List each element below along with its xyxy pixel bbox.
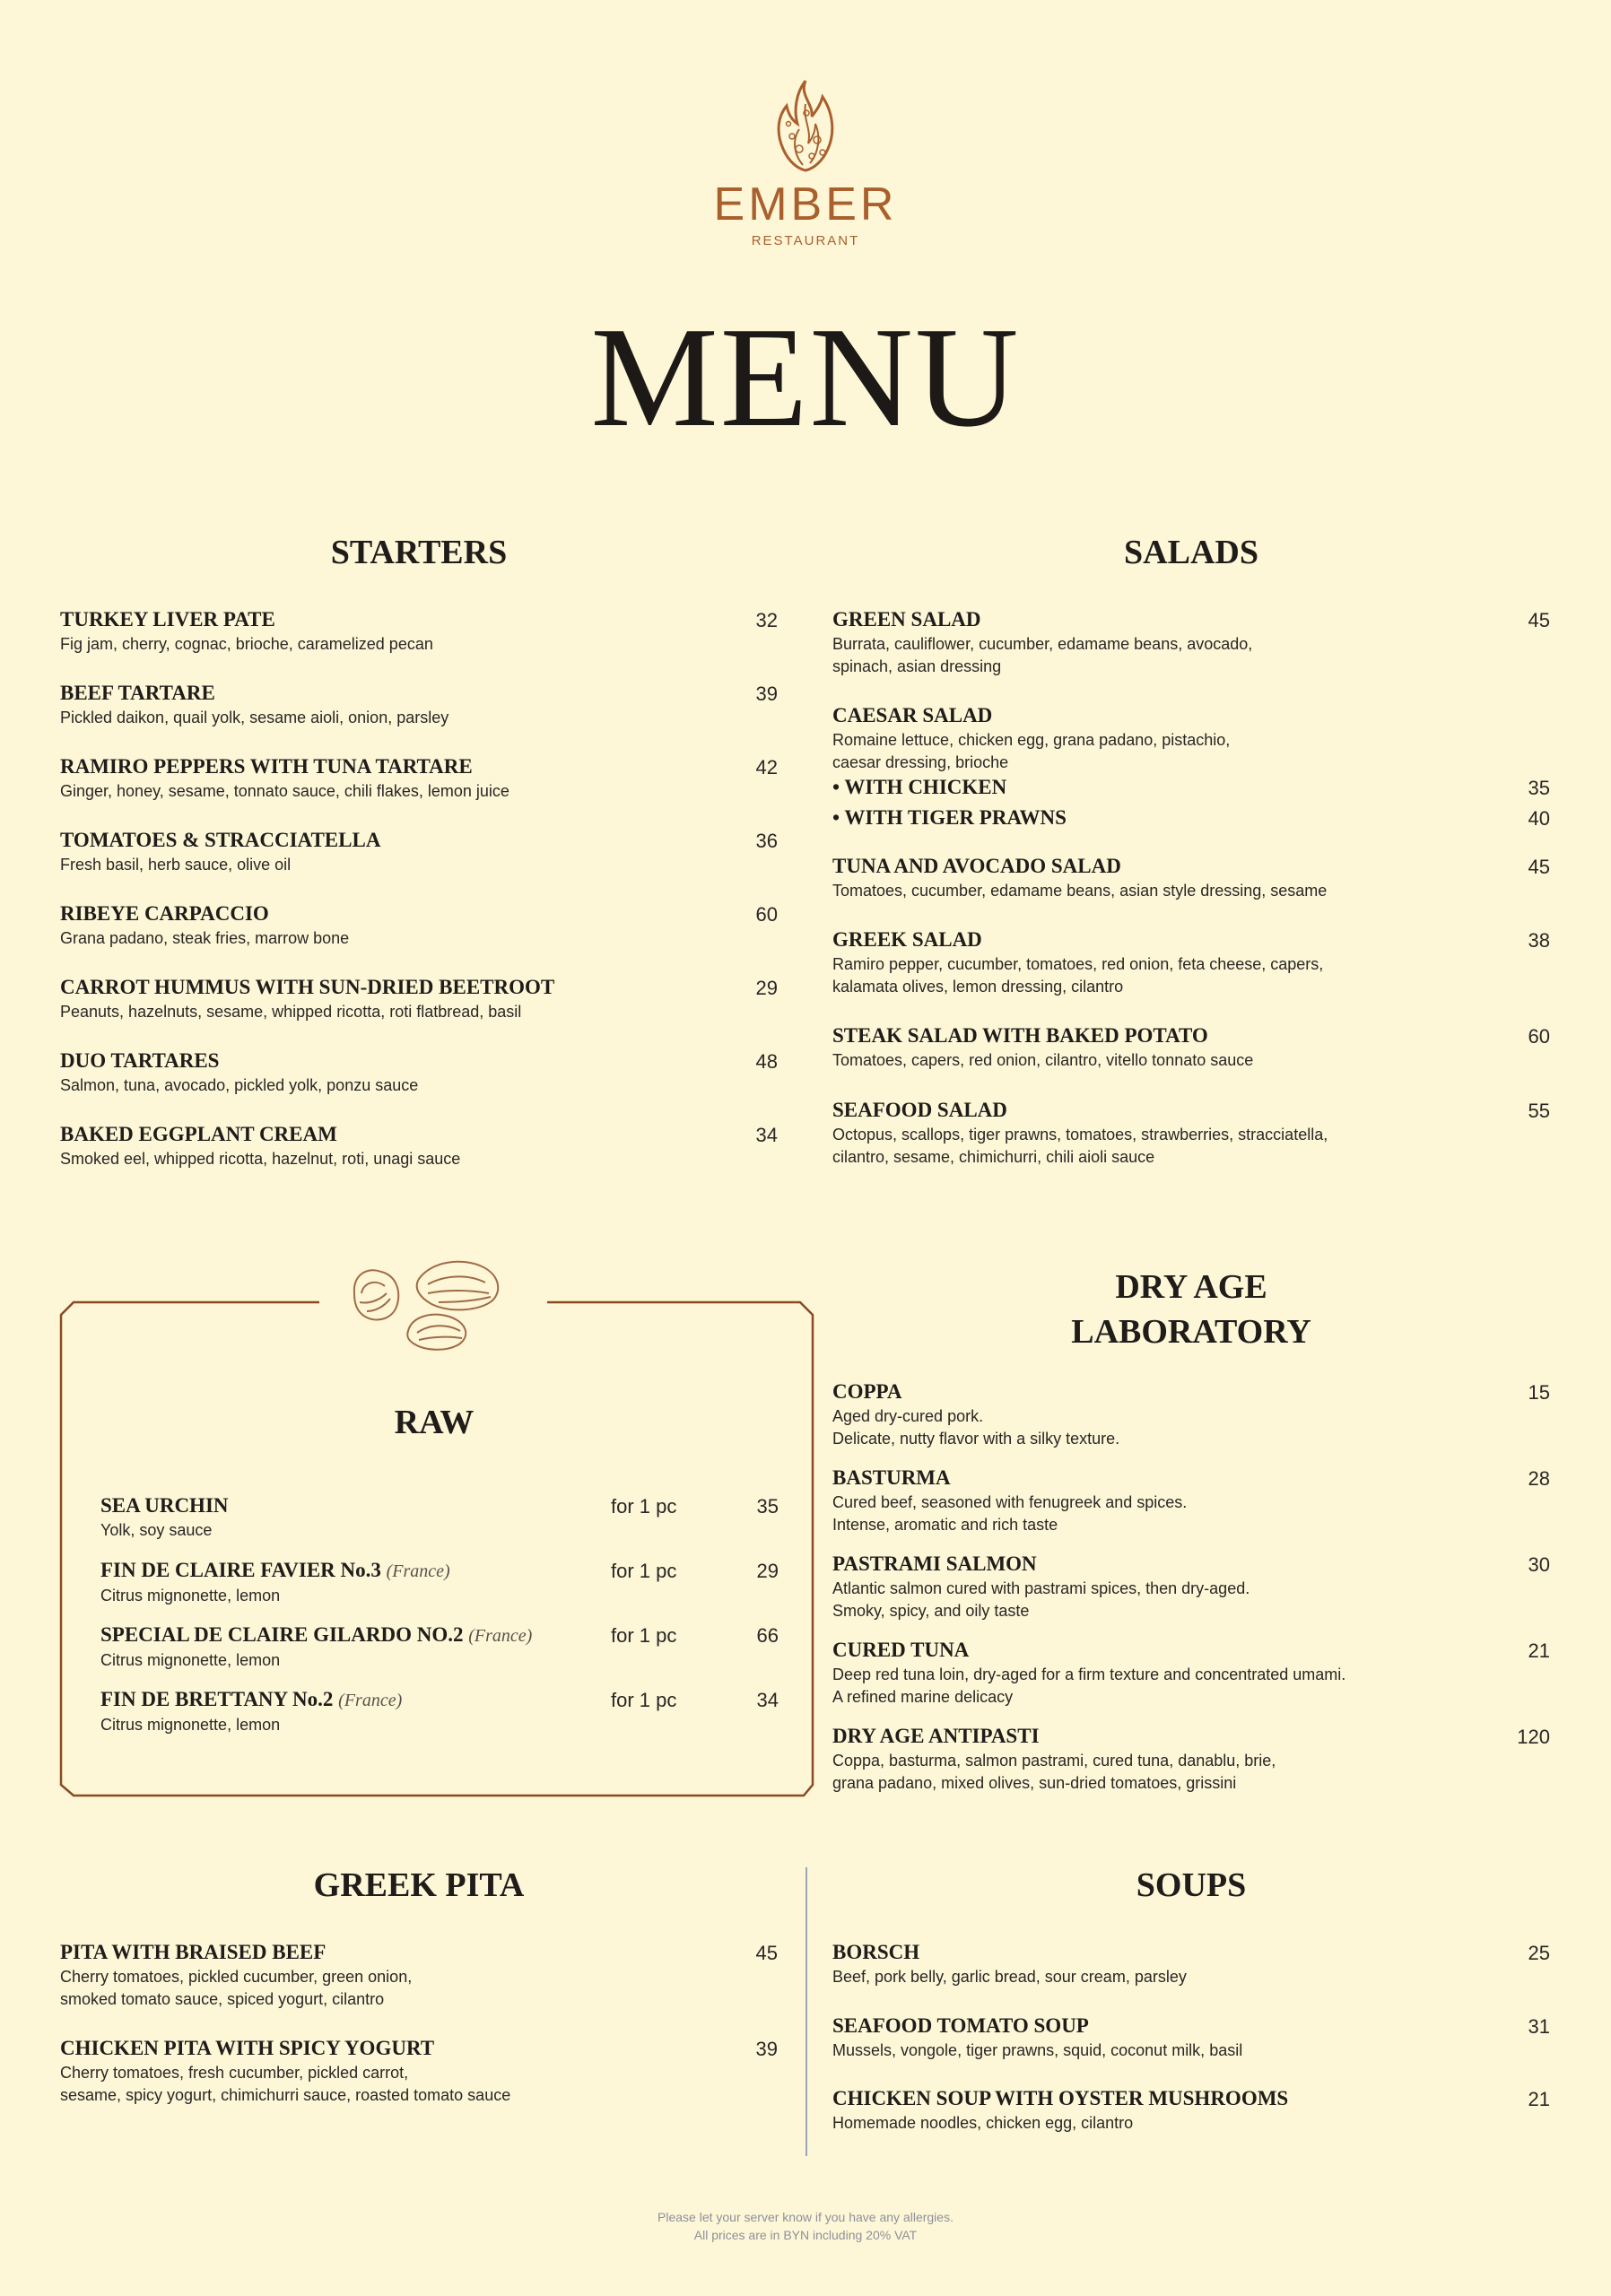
allergy-note: Please let your server know if you have any allergies. (657, 2210, 954, 2224)
menu-item (832, 853, 1550, 926)
item-name: DUO TARTARES (60, 1049, 220, 1072)
dryage-title (832, 1265, 1550, 1354)
restaurant-logo (0, 77, 1611, 248)
item-name: SPECIAL DE CLAIRE GILARDO NO.2 (France) (100, 1623, 533, 1646)
footer (0, 2208, 1611, 2244)
menu-item (832, 1637, 1550, 1723)
item-unit: for 1 pc (611, 1495, 677, 1518)
item-name: BASTURMA (832, 1466, 951, 1489)
menu-item (832, 702, 1550, 774)
menu-item (100, 1557, 779, 1622)
salads-title: SALADS (1124, 534, 1258, 571)
item-description: Aged dry-cured pork. (832, 1407, 984, 1425)
item-name: BEEF TARTARE (60, 682, 215, 704)
option-price: 40 (1528, 807, 1550, 830)
item-price: 32 (755, 609, 778, 631)
menu-item (832, 1022, 1550, 1097)
item-price: 38 (1528, 929, 1550, 952)
item-description: Smoky, spicy, and oily taste (832, 1602, 1030, 1620)
soups-title: SOUPS (1136, 1866, 1247, 1904)
item-description: grana padano, mixed olives, sun-dried tomatoes, grissini (832, 1774, 1237, 1792)
flame-icon (776, 77, 835, 174)
soups-list (832, 1939, 1550, 2159)
item-description: Romaine lettuce, chicken egg, grana padano, pistachio, (832, 731, 1231, 749)
menu-item (832, 1723, 1550, 1809)
menu-item (60, 827, 778, 900)
menu-item (60, 2035, 778, 2131)
item-description: Smoked eel, whipped ricotta, hazelnut, roti, unagi sauce (60, 1150, 461, 1168)
raw-title: RAW (394, 1404, 475, 1441)
option-price: 35 (1528, 777, 1550, 799)
item-description: caesar dressing, brioche (832, 753, 1009, 771)
menu-item (60, 680, 778, 753)
item-description: Citrus mignonette, lemon (100, 1716, 281, 1734)
item-price: 21 (1528, 2088, 1550, 2110)
item-price: 55 (1528, 1100, 1550, 1122)
raw-list (100, 1492, 779, 1751)
item-name: RIBEYE CARPACCIO (60, 902, 269, 925)
item-origin: (France) (386, 1561, 450, 1581)
menu-item (60, 753, 778, 827)
menu-item (60, 1939, 778, 2035)
item-name: BAKED EGGPLANT CREAM (60, 1123, 337, 1145)
brand-subtitle: RESTAURANT (751, 233, 860, 248)
option-name: • WITH CHICKEN (832, 776, 1007, 798)
item-price: 66 (756, 1624, 779, 1647)
item-description: Intense, aromatic and rich taste (832, 1516, 1058, 1534)
item-name: CAESAR SALAD (832, 704, 993, 726)
item-price: 29 (756, 1560, 779, 1582)
item-price: 15 (1528, 1381, 1550, 1404)
item-name: PITA WITH BRAISED BEEF (60, 1941, 327, 1963)
brand-name: EMBER (713, 178, 898, 230)
menu-title: MENU (590, 297, 1021, 457)
item-name: RAMIRO PEPPERS WITH TUNA TARTARE (60, 755, 473, 778)
item-name: CARROT HUMMUS WITH SUN-DRIED BEETROOT (60, 976, 555, 998)
item-price: 36 (755, 830, 778, 852)
item-description: Homemade noodles, chicken egg, cilantro (832, 2114, 1134, 2132)
item-unit: for 1 pc (611, 1689, 677, 1711)
dryage-list (832, 1378, 1550, 1809)
menu-item (832, 2013, 1550, 2085)
item-description: Burrata, cauliflower, cucumber, edamame beans, avocado, (832, 635, 1253, 653)
item-description: Citrus mignonette, lemon (100, 1651, 281, 1669)
vat-note: All prices are in BYN including 20% VAT (693, 2228, 918, 2242)
item-price: 28 (1528, 1467, 1550, 1490)
item-description: Tomatoes, capers, red onion, cilantro, vitello tonnato sauce (832, 1051, 1254, 1069)
item-description: Grana padano, steak fries, marrow bone (60, 929, 350, 947)
item-description: Yolk, soy sauce (100, 1521, 213, 1539)
item-description: Tomatoes, cucumber, edamame beans, asian style dressing, sesame (832, 882, 1328, 900)
menu-item (832, 606, 1550, 702)
oysters-icon (345, 1248, 525, 1354)
item-price: 48 (755, 1050, 778, 1073)
menu-item (60, 974, 778, 1048)
starters-title: STARTERS (330, 534, 508, 571)
item-name: CURED TUNA (832, 1639, 970, 1661)
item-price: 34 (756, 1689, 779, 1711)
item-name: BORSCH (832, 1941, 920, 1963)
item-description: A refined marine delicacy (832, 1688, 1014, 1706)
item-origin: (France) (468, 1626, 533, 1646)
item-price: 31 (1528, 2015, 1550, 2038)
item-description: smoked tomato sauce, spiced yogurt, cilantro (60, 1990, 385, 2008)
item-description: Salmon, tuna, avocado, pickled yolk, ponzu sauce (60, 1076, 419, 1094)
item-name: SEAFOOD SALAD (832, 1099, 1007, 1121)
item-price: 45 (1528, 609, 1550, 631)
item-name: TOMATOES & STRACCIATELLA (60, 829, 381, 851)
item-description: Cherry tomatoes, fresh cucumber, pickled carrot, (60, 2064, 409, 2082)
menu-option (832, 774, 1550, 804)
item-name: GREEK SALAD (832, 928, 982, 951)
item-description: sesame, spicy yogurt, chimichurri sauce, roasted tomato sauce (60, 2086, 511, 2104)
item-description: Cherry tomatoes, pickled cucumber, green onion, (60, 1968, 413, 1986)
menu-item (832, 1465, 1550, 1551)
menu-item (60, 1048, 778, 1121)
item-description: Deep red tuna loin, dry-aged for a firm texture and concentrated umami. (832, 1665, 1346, 1683)
menu-item (100, 1622, 779, 1686)
item-price: 120 (1517, 1726, 1550, 1748)
item-price: 35 (756, 1495, 779, 1518)
dryage-title-line2: LABORATORY (1071, 1313, 1311, 1351)
item-description: Beef, pork belly, garlic bread, sour cream, parsley (832, 1968, 1187, 1986)
item-unit: for 1 pc (611, 1560, 677, 1582)
item-price: 45 (755, 1942, 778, 1964)
menu-item (100, 1492, 779, 1557)
item-price: 45 (1528, 856, 1550, 878)
item-description: Mussels, vongole, tiger prawns, squid, coconut milk, basil (832, 2041, 1243, 2059)
item-description: spinach, asian dressing (832, 657, 1002, 675)
menu-item (832, 2085, 1550, 2159)
item-name: DRY AGE ANTIPASTI (832, 1725, 1040, 1747)
item-description: Fig jam, cherry, cognac, brioche, caramelized pecan (60, 635, 433, 653)
item-description: Atlantic salmon cured with pastrami spices, then dry-aged. (832, 1579, 1250, 1597)
item-name: TUNA AND AVOCADO SALAD (832, 855, 1121, 877)
item-description: Citrus mignonette, lemon (100, 1587, 281, 1605)
item-description: Octopus, scallops, tiger prawns, tomatoes, strawberries, stracciatella, (832, 1126, 1328, 1144)
item-price: 60 (755, 903, 778, 926)
salads-list (832, 606, 1550, 1170)
item-description: Cured beef, seasoned with fenugreek and spices. (832, 1493, 1188, 1511)
menu-item (60, 1121, 778, 1195)
item-name: SEAFOOD TOMATO SOUP (832, 2014, 1089, 2037)
pita-title: GREEK PITA (313, 1866, 525, 1904)
menu-item (100, 1686, 779, 1751)
pita-list (60, 1939, 778, 2131)
menu-item (832, 1551, 1550, 1637)
item-name: CHICKEN PITA WITH SPICY YOGURT (60, 2037, 435, 2059)
menu-item (832, 1097, 1550, 1170)
menu-item (60, 900, 778, 974)
item-price: 39 (755, 2038, 778, 2060)
menu-item (832, 1939, 1550, 2013)
menu-item (832, 1378, 1550, 1465)
item-name: CHICKEN SOUP WITH OYSTER MUSHROOMS (832, 2087, 1289, 2109)
item-description: Ginger, honey, sesame, tonnato sauce, chili flakes, lemon juice (60, 782, 509, 800)
option-name: • WITH TIGER PRAWNS (832, 806, 1067, 829)
item-price: 39 (755, 683, 778, 705)
item-name: FIN DE BRETTANY No.2 (France) (100, 1688, 403, 1710)
item-name: STEAK SALAD WITH BAKED POTATO (832, 1024, 1208, 1047)
item-description: Coppa, basturma, salmon pastrami, cured tuna, danablu, brie, (832, 1752, 1276, 1770)
item-description: Ramiro pepper, cucumber, tomatoes, red onion, feta cheese, capers, (832, 955, 1324, 973)
item-price: 60 (1528, 1025, 1550, 1048)
item-name: FIN DE CLAIRE FAVIER No.3 (France) (100, 1559, 450, 1581)
item-price: 25 (1528, 1942, 1550, 1964)
item-name: SEA URCHIN (100, 1494, 229, 1517)
menu-option (832, 804, 1550, 853)
item-price: 34 (755, 1124, 778, 1146)
item-origin: (France) (338, 1691, 403, 1710)
dryage-title-line1: DRY AGE (1115, 1268, 1267, 1306)
item-price: 30 (1528, 1553, 1550, 1576)
starters-list (60, 606, 778, 1195)
column-divider (806, 1867, 807, 2156)
item-description: Peanuts, hazelnuts, sesame, whipped ricotta, roti flatbread, basil (60, 1003, 522, 1021)
item-name: COPPA (832, 1380, 902, 1403)
item-name: TURKEY LIVER PATE (60, 608, 275, 631)
item-name: PASTRAMI SALMON (832, 1552, 1037, 1575)
menu-item (832, 926, 1550, 1022)
item-price: 42 (755, 756, 778, 778)
item-price: 21 (1528, 1639, 1550, 1662)
item-description: Pickled daikon, quail yolk, sesame aioli, onion, parsley (60, 709, 449, 726)
item-description: kalamata olives, lemon dressing, cilantro (832, 978, 1124, 996)
item-description: Fresh basil, herb sauce, olive oil (60, 856, 292, 874)
item-name: GREEN SALAD (832, 608, 981, 631)
item-price: 29 (755, 977, 778, 999)
item-description: Delicate, nutty flavor with a silky texture. (832, 1430, 1120, 1448)
item-description: cilantro, sesame, chimichurri, chili aioli sauce (832, 1148, 1155, 1166)
item-unit: for 1 pc (611, 1624, 677, 1647)
menu-item (60, 606, 778, 680)
